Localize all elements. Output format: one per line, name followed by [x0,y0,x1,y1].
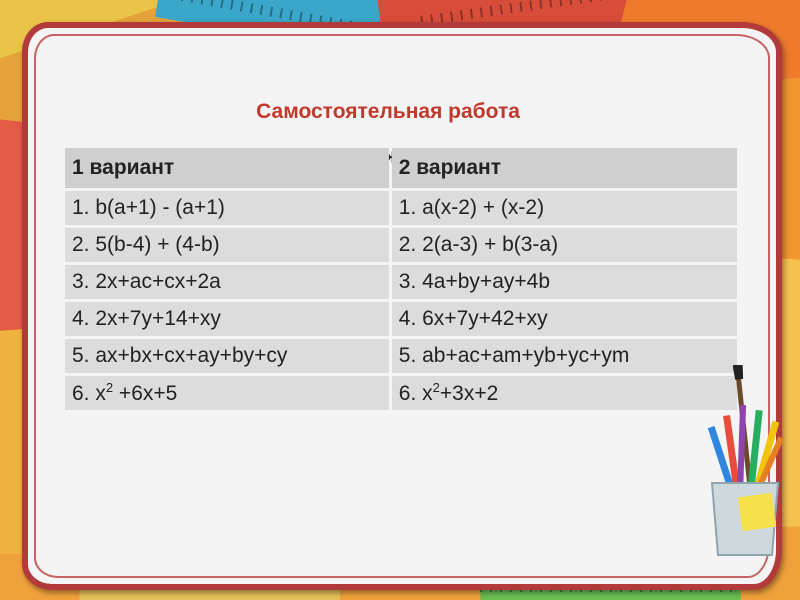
pencil-cup-icon [700,365,790,565]
cell-variant-1: 6. $x^2 +6x+5$ [65,376,389,410]
cell-variant-1: 5. ax+bx+cx+ay+by+cy [65,339,389,373]
table-row [65,265,737,299]
exercise-table [62,145,740,413]
cell-variant-2: 3. 4a+by+ay+4b [392,265,737,299]
cell-variant-2: 6. $x^2+3x+2$ [392,376,737,410]
cell-variant-2: 1. a(x-2) + (x-2) [392,191,737,225]
cell-variant-1: 2. 5(b-4) + (4-b) [65,228,389,262]
cell-variant-1: 1. b(a+1) - (a+1) [65,191,389,225]
cell-variant-2: 2. 2(a-3) + b(3-a) [392,228,737,262]
cell-variant-2: 4. 6x+7y+42+xy [392,302,737,336]
table-row [65,339,737,373]
cell-variant-2: 5. ab+ac+am+yb+yc+ym [392,339,737,373]
table-row [65,228,737,262]
table-row [65,376,737,410]
header-variant-1: 1 вариант [65,148,389,188]
header-variant-2: 2 вариант [392,148,737,188]
table-row [65,191,737,225]
table-header-row [65,148,737,188]
page-title: Самостоятельная работа [256,100,520,123]
table-row [65,302,737,336]
cell-variant-1: 3. 2x+ac+cx+2a [65,265,389,299]
cell-variant-1: 4. 2x+7y+14+xy [65,302,389,336]
